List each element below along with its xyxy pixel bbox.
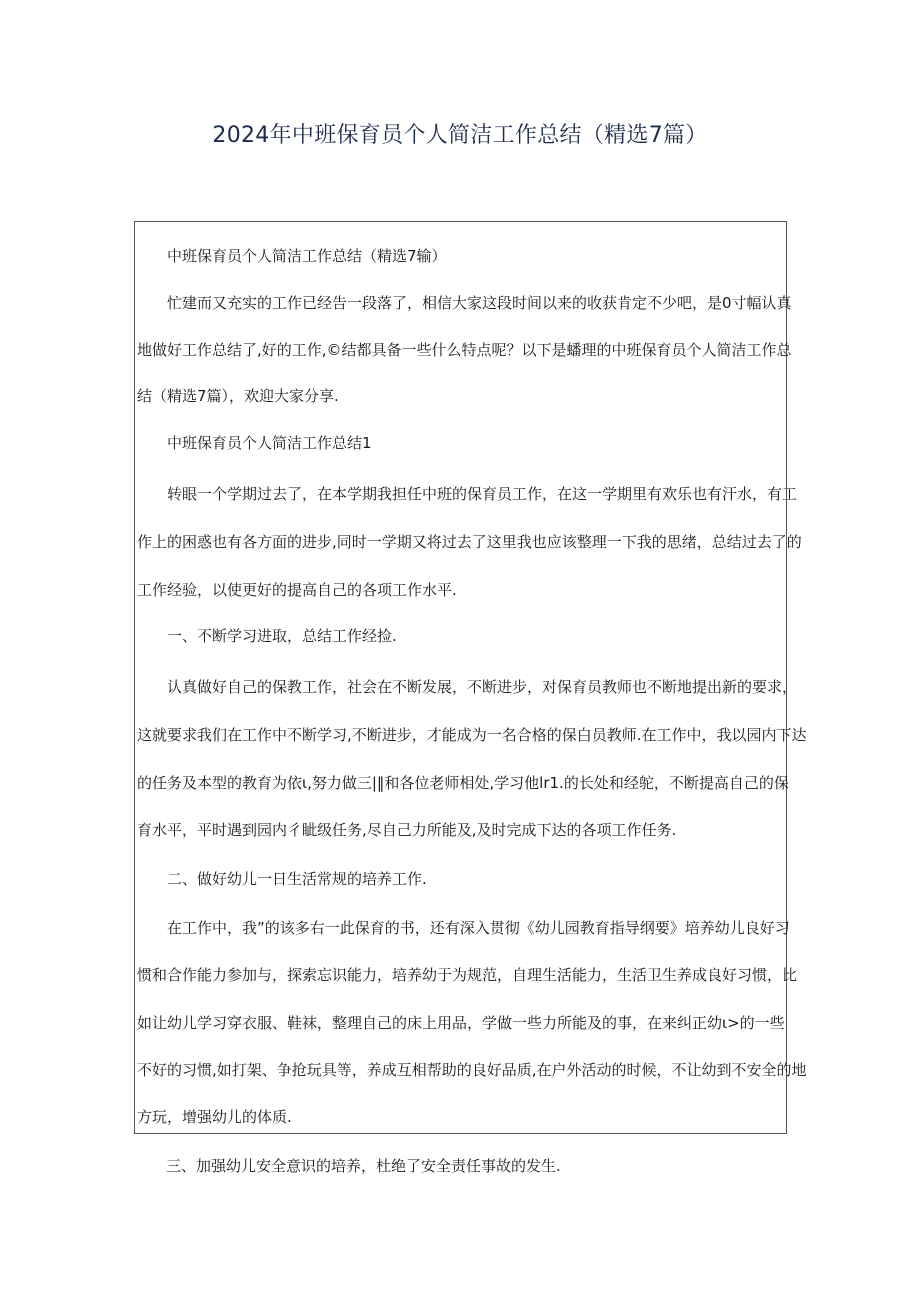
para2-line-3: 的任务及本型的教育为依ι,努力做三|‖和各位老师相处,学习他lr1.的长处和经鸵，不断提高自己的保 xyxy=(137,774,789,792)
para3-line-4: 不好的习惯,如打架、争抢玩具等，养成互相帮助的良好品质,在户外活动的时候，不让幼到不安全的地 xyxy=(137,1061,807,1079)
para3-line-2: 惯和合作能力参加与，探索忘识能力，培养幼于为规范，自理生活能力，生活卫生养成良好习惯，比 xyxy=(137,966,798,984)
section-heading: 中班保育员个人简洁工作总结1 xyxy=(167,434,372,452)
intro-line-1: 忙建而又充实的工作已经告一段落了，相信大家这段时间以来的收获肯定不少吧，是0寸幅认真 xyxy=(167,294,792,312)
intro-line-2: 地做好工作总结了,好的工作,©结都具备一些什么特点呢？以下是蟠理的中班保育员个人简洁工作总 xyxy=(137,341,792,359)
heading-3: 三、加强幼儿安全意识的培养，杜绝了安全责任事故的发生. xyxy=(166,1157,561,1175)
subtitle: 中班保育员个人简洁工作总结（精选7输） xyxy=(167,247,447,265)
para3-line-5: 方玩，增强幼儿的体质. xyxy=(137,1108,292,1126)
para1-line-3: 工作经验，以使更好的提高自己的各项工作水平. xyxy=(137,581,457,599)
para3-line-1: 在工作中，我”的该多右一此保育的书，还有深入贯彻《幼儿园教育指导纲要》培养幼儿良好习 xyxy=(167,919,790,937)
para1-line-2: 作上的困惑也有各方面的进步,同时一学期又将过去了这里我也应该整理一下我的思绪，总结过去了的 xyxy=(137,533,802,551)
para2-line-4: 育水平，平时遇到园内彳眦级任务,尽自己力所能及,及时完成下达的各项工作任务. xyxy=(137,821,677,839)
content-frame xyxy=(134,221,807,1134)
heading-2: 二、做好幼儿一日生活常规的培养工作. xyxy=(167,870,427,888)
heading-1: 一、不断学习进取，总结工作经捡. xyxy=(167,627,397,645)
para2-line-2: 这就要求我们在工作中不断学习,不断进步，才能成为一名合格的保白员教师.在工作中，我以园内下达 xyxy=(137,726,807,744)
para3-line-3: 如让幼儿学习穿衣服、鞋袜，整理自己的床上用品，学做一些力所能及的事，在来纠正幼ι>的一些 xyxy=(137,1014,785,1032)
intro-line-3: 结（精选7篇），欢迎大家分享. xyxy=(137,387,339,405)
para1-line-1: 转眼一个学期过去了，在本学期我担任中班的保育员工作，在这一学期里有欢乐也有汗水，有工 xyxy=(167,485,798,503)
para2-line-1: 认真做好自己的保教工作，社会在不断发展，不断进步，对保育员教师也不断地提出新的要求， xyxy=(167,678,798,696)
document-title: 2024年中班保育员个人简洁工作总结（精选7篇） xyxy=(212,123,708,148)
